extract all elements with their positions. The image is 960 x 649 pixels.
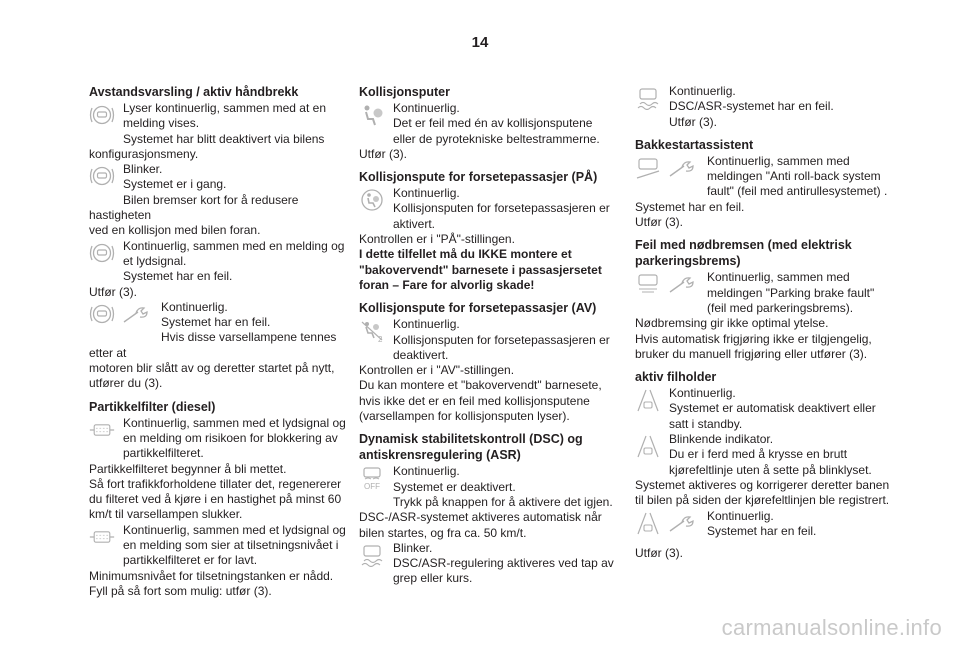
lane-keeping-icon — [635, 434, 661, 458]
warning-entry: Kontinuerlig, sammen med meldingen "Parking brake fault" (feil med parkeringsbrems). Nødbremsing gir ikke optimal ytelse. Hvis automatisk frigjøring ikke er tilgjengelig, bruker du manuell frigjøring eller utfører (3). — [635, 270, 875, 361]
warning-entry: Kontinuerlig, sammen med et lydsignal og en melding om risikoen for blokkering av partikkelfilteret. Partikkelfilteret begynner å bli mettet. Så fort trafikkforholdene tillater det, regenererer du filteret ved å kjøre i en hastighet på minst 60 km/t til varsellampen slukker. — [89, 415, 346, 522]
column-3 — [635, 84, 895, 568]
service-wrench-icon — [667, 274, 697, 296]
warning-entry: Kontinuerlig. Det er feil med én av kollisjonsputene eller de pyrotekniske beltestrammerne. Utfør (3). — [359, 101, 600, 161]
page-number: 14 — [471, 34, 489, 51]
section-hill-start-assist — [635, 137, 895, 230]
airbag-off-icon — [359, 319, 385, 343]
collision-alert-icon — [89, 103, 115, 127]
service-wrench-icon — [667, 158, 697, 180]
section-passenger-airbag-on — [359, 169, 617, 293]
section-title: Dynamisk stabilitetskontroll (DSC) og antiskrensregulering (ASR) — [359, 432, 583, 463]
section-title: Bakkestartassistent — [635, 137, 754, 152]
section-particle-filter — [89, 399, 347, 600]
particle-filter-icon — [89, 525, 115, 549]
warning-entry: Lyser kontinuerlig, sammen med at en melding vises. Systemet har blitt deaktivert via bilens konfigurasjonsmeny. — [89, 101, 326, 161]
warning-entry: Blinker. DSC/ASR-regulering aktiveres ved tap av grep eller kurs. — [359, 541, 617, 587]
section-title: Avstandsvarsling / aktiv håndbrekk — [89, 85, 299, 99]
warning-entry: 2 Kontinuerlig. Kollisjonsputen for forsetepassasjeren er deaktivert. Kontrollen er i "AV"-stillingen. Du kan montere et "bakovervendt" barnesete, hvis ikke det er en feil med kollisjonsputene (varsellampen for kollisjonsputen lyser). — [359, 317, 610, 424]
column-2 — [359, 84, 617, 594]
warning-entry: Kontinuerlig. Systemet er automatisk deaktivert eller satt i standby. — [635, 386, 895, 432]
column-1 — [89, 84, 347, 606]
lane-keeping-icon — [635, 388, 661, 412]
watermark: carmanualsonline.info — [721, 615, 942, 640]
svg-text:2: 2 — [378, 335, 383, 344]
section-emergency-brake-fault — [635, 237, 895, 362]
warning-entry: Blinker. Systemet er i gang. Bilen bremser kort for å redusere hastigheten ved en kollisjon med bilen foran. — [89, 162, 299, 238]
warning-entry: OFF Kontinuerlig. Systemet er deaktivert. Trykk på knappen for å aktivere det igjen. DSC-/ASR-systemet aktiveres automatisk når bilen startes, og fra ca. 50 km/t. — [359, 464, 613, 540]
collision-alert-icon — [89, 302, 115, 326]
dsc-skid-icon — [359, 543, 385, 567]
warning-entry: Kontinuerlig, sammen med et lydsignal og en melding som sier at tilsetningsnivået i partikkelfilteret er for lavt. Minimumsnivået for tilsetningstanken er nådd. Fyll på så fort som mulig: utfør (3). — [89, 522, 346, 598]
warning-entry: Kontinuerlig. Systemet har en feil. Utfør (3). — [635, 508, 817, 561]
collision-alert-icon — [89, 241, 115, 265]
safety-warning: "bakovervendt" barnesete i passasjersetet — [359, 262, 602, 277]
dsc-off-icon — [359, 466, 385, 490]
section-title: aktiv filholder — [635, 370, 717, 385]
section-lane-keeping — [635, 369, 895, 561]
svg-text:OFF: OFF — [364, 482, 380, 491]
hill-car-icon — [635, 156, 661, 180]
airbag-on-icon — [359, 188, 385, 212]
airbag-icon — [359, 103, 385, 127]
dsc-skid-icon — [635, 86, 661, 110]
service-wrench-icon — [121, 304, 151, 326]
section-dsc-fault — [635, 84, 895, 130]
section-title: Kollisjonsputer — [359, 85, 450, 99]
section-title: Kollisjonspute for forsetepassasjer (AV) — [359, 301, 597, 316]
service-wrench-icon — [667, 513, 697, 535]
section-title: Kollisjonspute for forsetepassasjer (PÅ) — [359, 170, 598, 185]
safety-warning: foran – Fare for alvorlig skade! — [359, 277, 535, 292]
particle-filter-icon — [89, 418, 115, 442]
warning-entry: Kontinuerlig, sammen med en melding og et lydsignal. Systemet har en feil. Utfør (3). — [89, 238, 345, 299]
lane-keeping-icon — [635, 511, 661, 535]
section-title: Partikkelfilter (diesel) — [89, 399, 216, 414]
brake-car-icon — [635, 272, 661, 296]
warning-entry: Blinkende indikator. Du er i ferd med å krysse en brutt kjørefeltlinje uten å sette på blinklyset. Systemet aktiveres og korrigerer deretter banen til bilen på siden der kjørefeltlinjen ble registrert. — [635, 432, 890, 508]
section-title: Feil med nødbremsen (med elektrisk parkeringsbrems) — [635, 238, 852, 269]
section-distance-alert — [89, 84, 347, 392]
collision-alert-icon — [89, 164, 115, 188]
section-passenger-airbag-off — [359, 300, 617, 424]
section-airbags — [359, 84, 617, 162]
safety-warning: I dette tilfellet må du IKKE montere et — [359, 247, 572, 262]
warning-entry: Kontinuerlig, sammen med meldingen "Anti roll-back system fault" (feil med antirullesystemet) . Systemet har en feil. Utfør (3). — [635, 153, 888, 230]
warning-entry: Kontinuerlig. Systemet har en feil. Hvis disse varsellampene tennes etter at motoren blir slått av og deretter startet på nytt, utfører du (3). — [89, 299, 337, 391]
section-dsc-asr — [359, 431, 617, 586]
warning-entry: Kontinuerlig. Kollisjonsputen for forsetepassasjeren er aktivert. Kontrollen er i "PÅ"-stillingen. I dette tilfellet må du IKKE montere et "bakovervendt" barnesete i passasjersetet foran – Fare for alvorlig skade! — [359, 186, 617, 293]
warning-entry: Kontinuerlig. DSC/ASR-systemet har en feil. Utfør (3). — [635, 84, 895, 130]
